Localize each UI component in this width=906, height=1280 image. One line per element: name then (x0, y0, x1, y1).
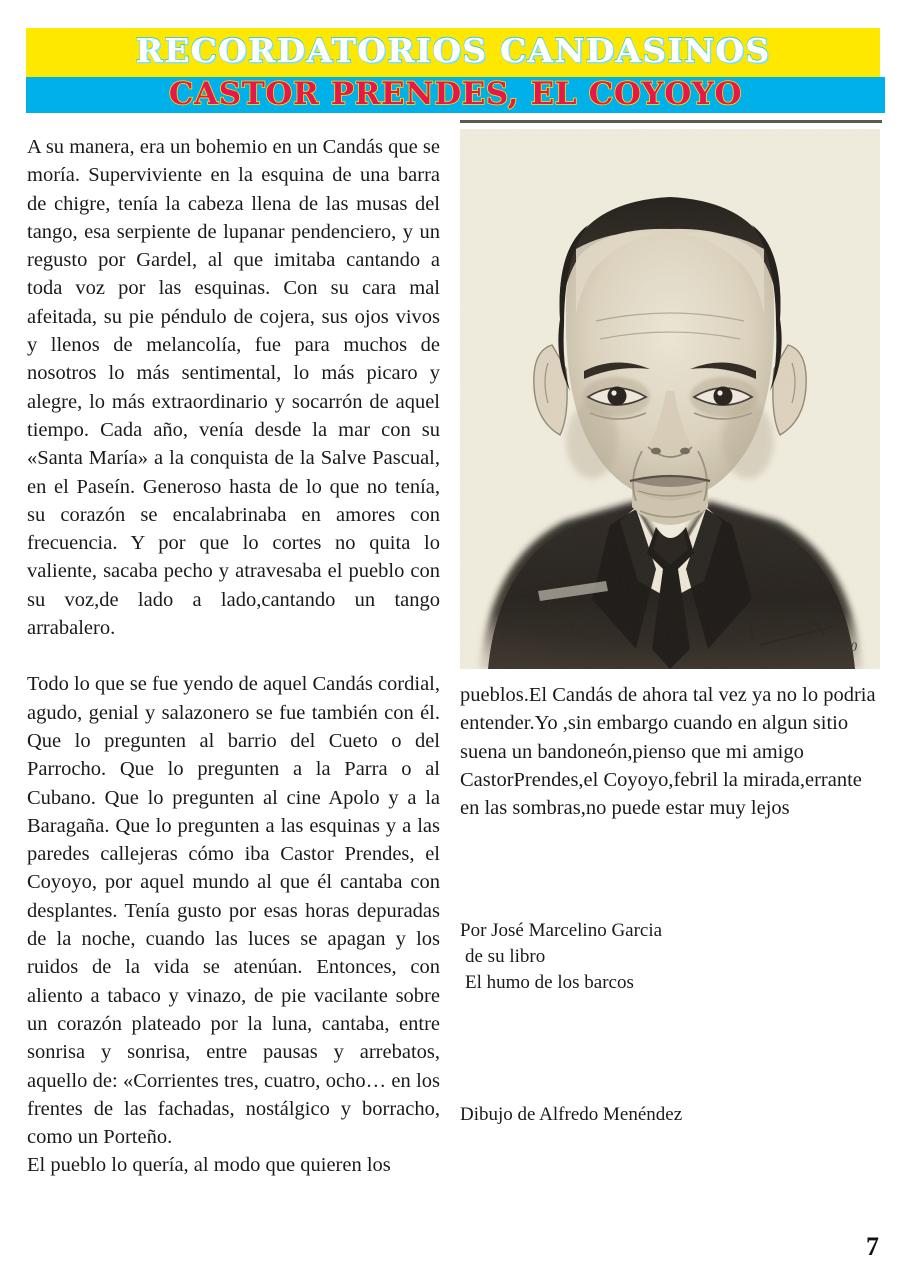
masthead-band (26, 28, 880, 77)
credit-author: Por José Marcelino Garcia (460, 920, 663, 942)
masthead-title: RECORDATORIOS CANDASINOS (135, 31, 771, 70)
portrait-drawing-icon (460, 129, 880, 669)
page-banner (26, 28, 882, 113)
author-credit (460, 918, 882, 996)
body-continuation: pueblos.El Candás de ahora tal vez ya no lo podria entender.Yo ,sin embargo cuando en algun sitio suena un bandoneón,pienso que mi amigo CastorPrendes,el Coyoyo,febril la mirada,errante en las sombras,no puede estar muy lejos (460, 684, 876, 820)
article-title-band (26, 77, 885, 113)
paragraph-spacer (27, 642, 440, 670)
right-column (460, 120, 882, 1126)
credit-source-prefix: de su libro (465, 946, 546, 968)
illustration-signature-year: 2000 (828, 639, 858, 654)
body-paragraph-2: Todo lo que se fue yendo de aquel Candás cordial, agudo, genial y salazonero se fue también con él. Que lo pregunten al barrio del Cueto o del Parrocho. Que lo pregunten a la Parra o al Cubano. Que lo pregunten al cine Apolo y a la Baragaña. Que lo pregunten a las esquinas y a las paredes callejeras cómo iba Castor Prendes, el Coyoyo, por aquel mundo al que él cantaba con desplantes. Tenía gusto por esas horas depuradas de la noche, cuando las luces se apagan y los ruidos de la vida se atenúan. Entonces, con aliento a tabaco y vinazo, de pie vacilante sobre un corazón plateado por la luna, cantaba, entre sonrisa y sonrisa, entre pausas y arrebatos, aquello de: «Corrientes tres, cuatro, ocho… en los frentes de las fachadas, nostálgico y borracho, como un Porteño. (27, 673, 440, 1149)
page-number: 7 (866, 1232, 879, 1261)
body-paragraph-1: A su manera, era un bohemio en un Candás que se moría. Superviviente en la esquina de una barra de chigre, tenía la cabeza llena de las musas del tango, esa serpiente de lupanar pendenciero, y un regusto por Gardel, al que imitaba cantando a toda voz por las esquinas. Con su cara mal afeitada, su pie péndulo de cojera, sus ojos vivos y llenos de melancolía, fue para muchos de nosotros lo más sentimental, lo más picaro y alegre, lo más extraordinario y socarrón de aquel tiempo. Cada año, venía desde la mar con su «Santa María» a la conquista de la Salve Pascual, en el Paseín. Generoso hasta de lo que no tenía, su corazón se encalabrinaba en amores con frecuencia. Y por que lo cortes no quita lo valiente, sacaba pecho y atravesaba el pueblo con su voz,de lado a lado,cantando un tango arrabalero. (27, 136, 440, 640)
credit-book-title: El humo de los barcos (465, 972, 634, 994)
body-paragraph-3: El pueblo lo quería, al modo que quieren los (27, 1154, 391, 1177)
article-title: CASTOR PRENDES, EL COYOYO (168, 76, 743, 112)
portrait-illustration (460, 129, 880, 669)
left-text-column (27, 133, 440, 1180)
illustration-top-rule (460, 120, 882, 123)
drawing-credit: Dibujo de Alfredo Menéndez (460, 1104, 683, 1126)
